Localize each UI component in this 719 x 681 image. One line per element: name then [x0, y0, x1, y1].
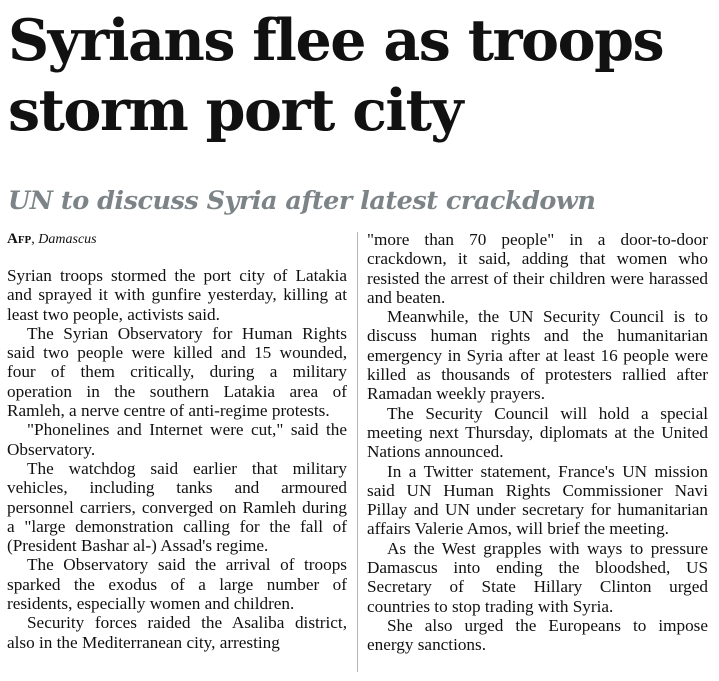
paragraph: She also urged the Europeans to impose energy sanctions.	[367, 615, 708, 655]
column-divider	[357, 232, 358, 672]
headline-line-1: Syrians flee as troops	[8, 7, 664, 74]
article-column-right	[367, 230, 708, 655]
byline-place: Damascus	[38, 232, 97, 247]
paragraph: The Syrian Observatory for Human Rights said two people were killed and 15 wounded, four of them critically, during a military operation in the southern Latakia area of Ramleh, a nerve centre of anti-regime protests.	[7, 323, 347, 421]
paragraph: Meanwhile, the UN Security Council is to discuss human rights and the humanitarian emergency in Syria after at least 16 people were killed as thousands of protesters rallied after Ramadan weekly prayers.	[367, 307, 708, 404]
byline-agency: Afp	[7, 231, 32, 247]
byline-separator: ,	[31, 232, 35, 247]
paragraph: The Observatory said the arrival of troops sparked the exodus of a large number of residents, especially women and children.	[7, 555, 347, 614]
paragraph: In a Twitter statement, France's UN mission said UN Human Rights Commissioner Navi Pillay and UN under secretary for humanitarian affairs Valerie Amos, will brief the meeting.	[367, 461, 708, 539]
paragraph: As the West grapples with ways to pressure Damascus into ending the bloodshed, US Secretary of State Hillary Clinton urged countries to stop trading with Syria.	[367, 538, 708, 616]
byline	[7, 230, 347, 249]
subheadline: UN to discuss Syria after latest crackdown	[8, 186, 596, 216]
paragraph: The watchdog said earlier that military vehicles, including tanks and armoured personnel carriers, converged on Ramleh during a "large demonstration calling for the fall of (President Bashar al-) Assad's regime.	[7, 458, 347, 556]
headline	[8, 6, 714, 146]
paragraph: "more than 70 people" in a door-to-door crackdown, it said, adding that women who resisted the arrest of their children were harassed and beaten.	[367, 230, 708, 307]
headline-line-2: storm port city	[8, 77, 463, 144]
paragraph: The Security Council will hold a special meeting next Thursday, diplomats at the United Nations announced.	[367, 403, 708, 462]
paragraph: Security forces raided the Asaliba district, also in the Mediterranean city, arresting	[7, 613, 347, 652]
article-column-left	[7, 230, 347, 652]
paragraph: Syrian troops stormed the port city of Latakia and sprayed it with gunfire yesterday, killing at least two people, activists said.	[7, 266, 347, 324]
paragraph: "Phonelines and Internet were cut," said the Observatory.	[7, 420, 347, 459]
